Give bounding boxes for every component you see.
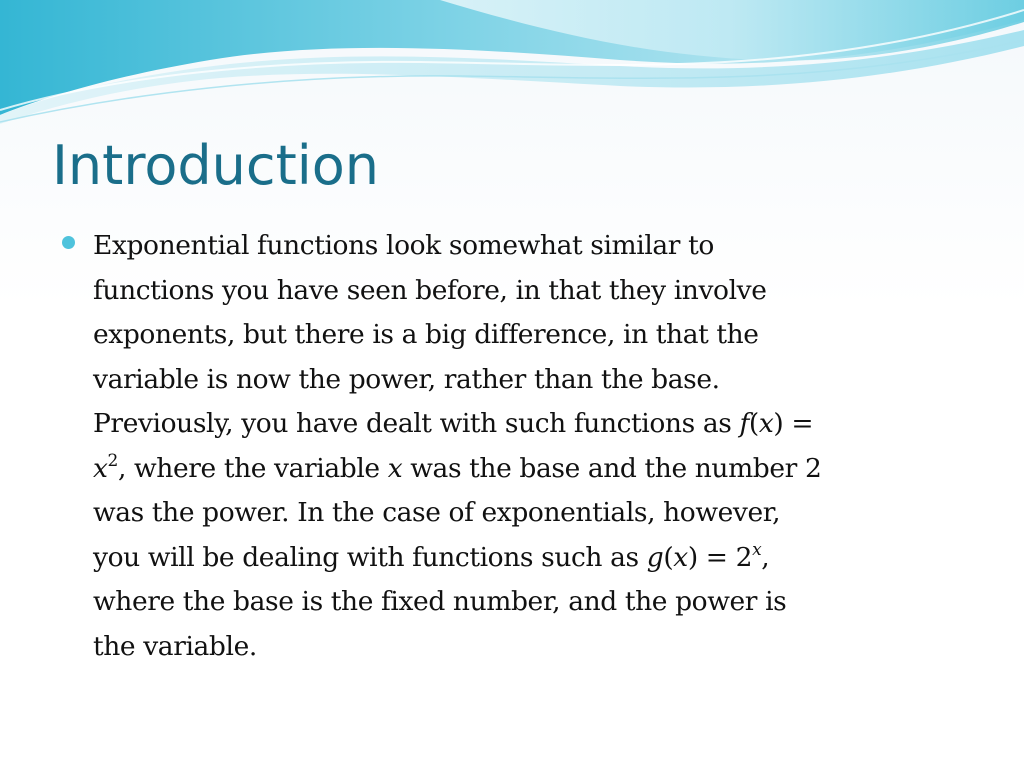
bullet-dot-icon [62,236,75,249]
text-segment: you will be dealing with functions such as [93,541,647,573]
bullet-item [62,224,962,669]
bullet-text [93,224,962,669]
text-line [93,536,962,581]
text-segment: ( [748,408,759,439]
text-segment: , [761,541,770,573]
text-segment: ( [663,541,674,573]
text-line: functions you have seen before, in that they involve [93,274,767,306]
math-x: x [93,452,108,484]
math-g: g [646,541,664,573]
slide-title: Introduction [52,134,380,197]
text-segment: Previously, you have dealt with such functions as [93,408,740,439]
math-x: x [673,541,688,573]
text-line: the variable. [93,630,257,662]
text-segment: was the base and the number 2 [402,452,822,484]
decorative-wave-header [0,0,1024,130]
text-line: where the base is the fixed number, and the power is [93,586,787,617]
math-f: f [739,408,749,439]
math-x: x [387,452,403,484]
text-line [93,402,962,447]
math-exponent: x [752,539,762,560]
math-x: x [758,408,774,439]
text-line: variable is now the power, rather than the base. [93,363,720,395]
text-line: was the power. In the case of exponentials, however, [93,497,781,528]
text-line [93,447,962,492]
text-line: Exponential functions look somewhat similar to [93,230,714,261]
text-line: exponents, but there is a big difference, in that the [93,319,759,350]
text-segment: ) = [773,408,814,439]
slide-content [62,224,962,669]
text-segment: ) = 2 [687,541,753,573]
math-exponent: 2 [107,450,118,471]
text-segment: , where the variable [117,452,388,484]
